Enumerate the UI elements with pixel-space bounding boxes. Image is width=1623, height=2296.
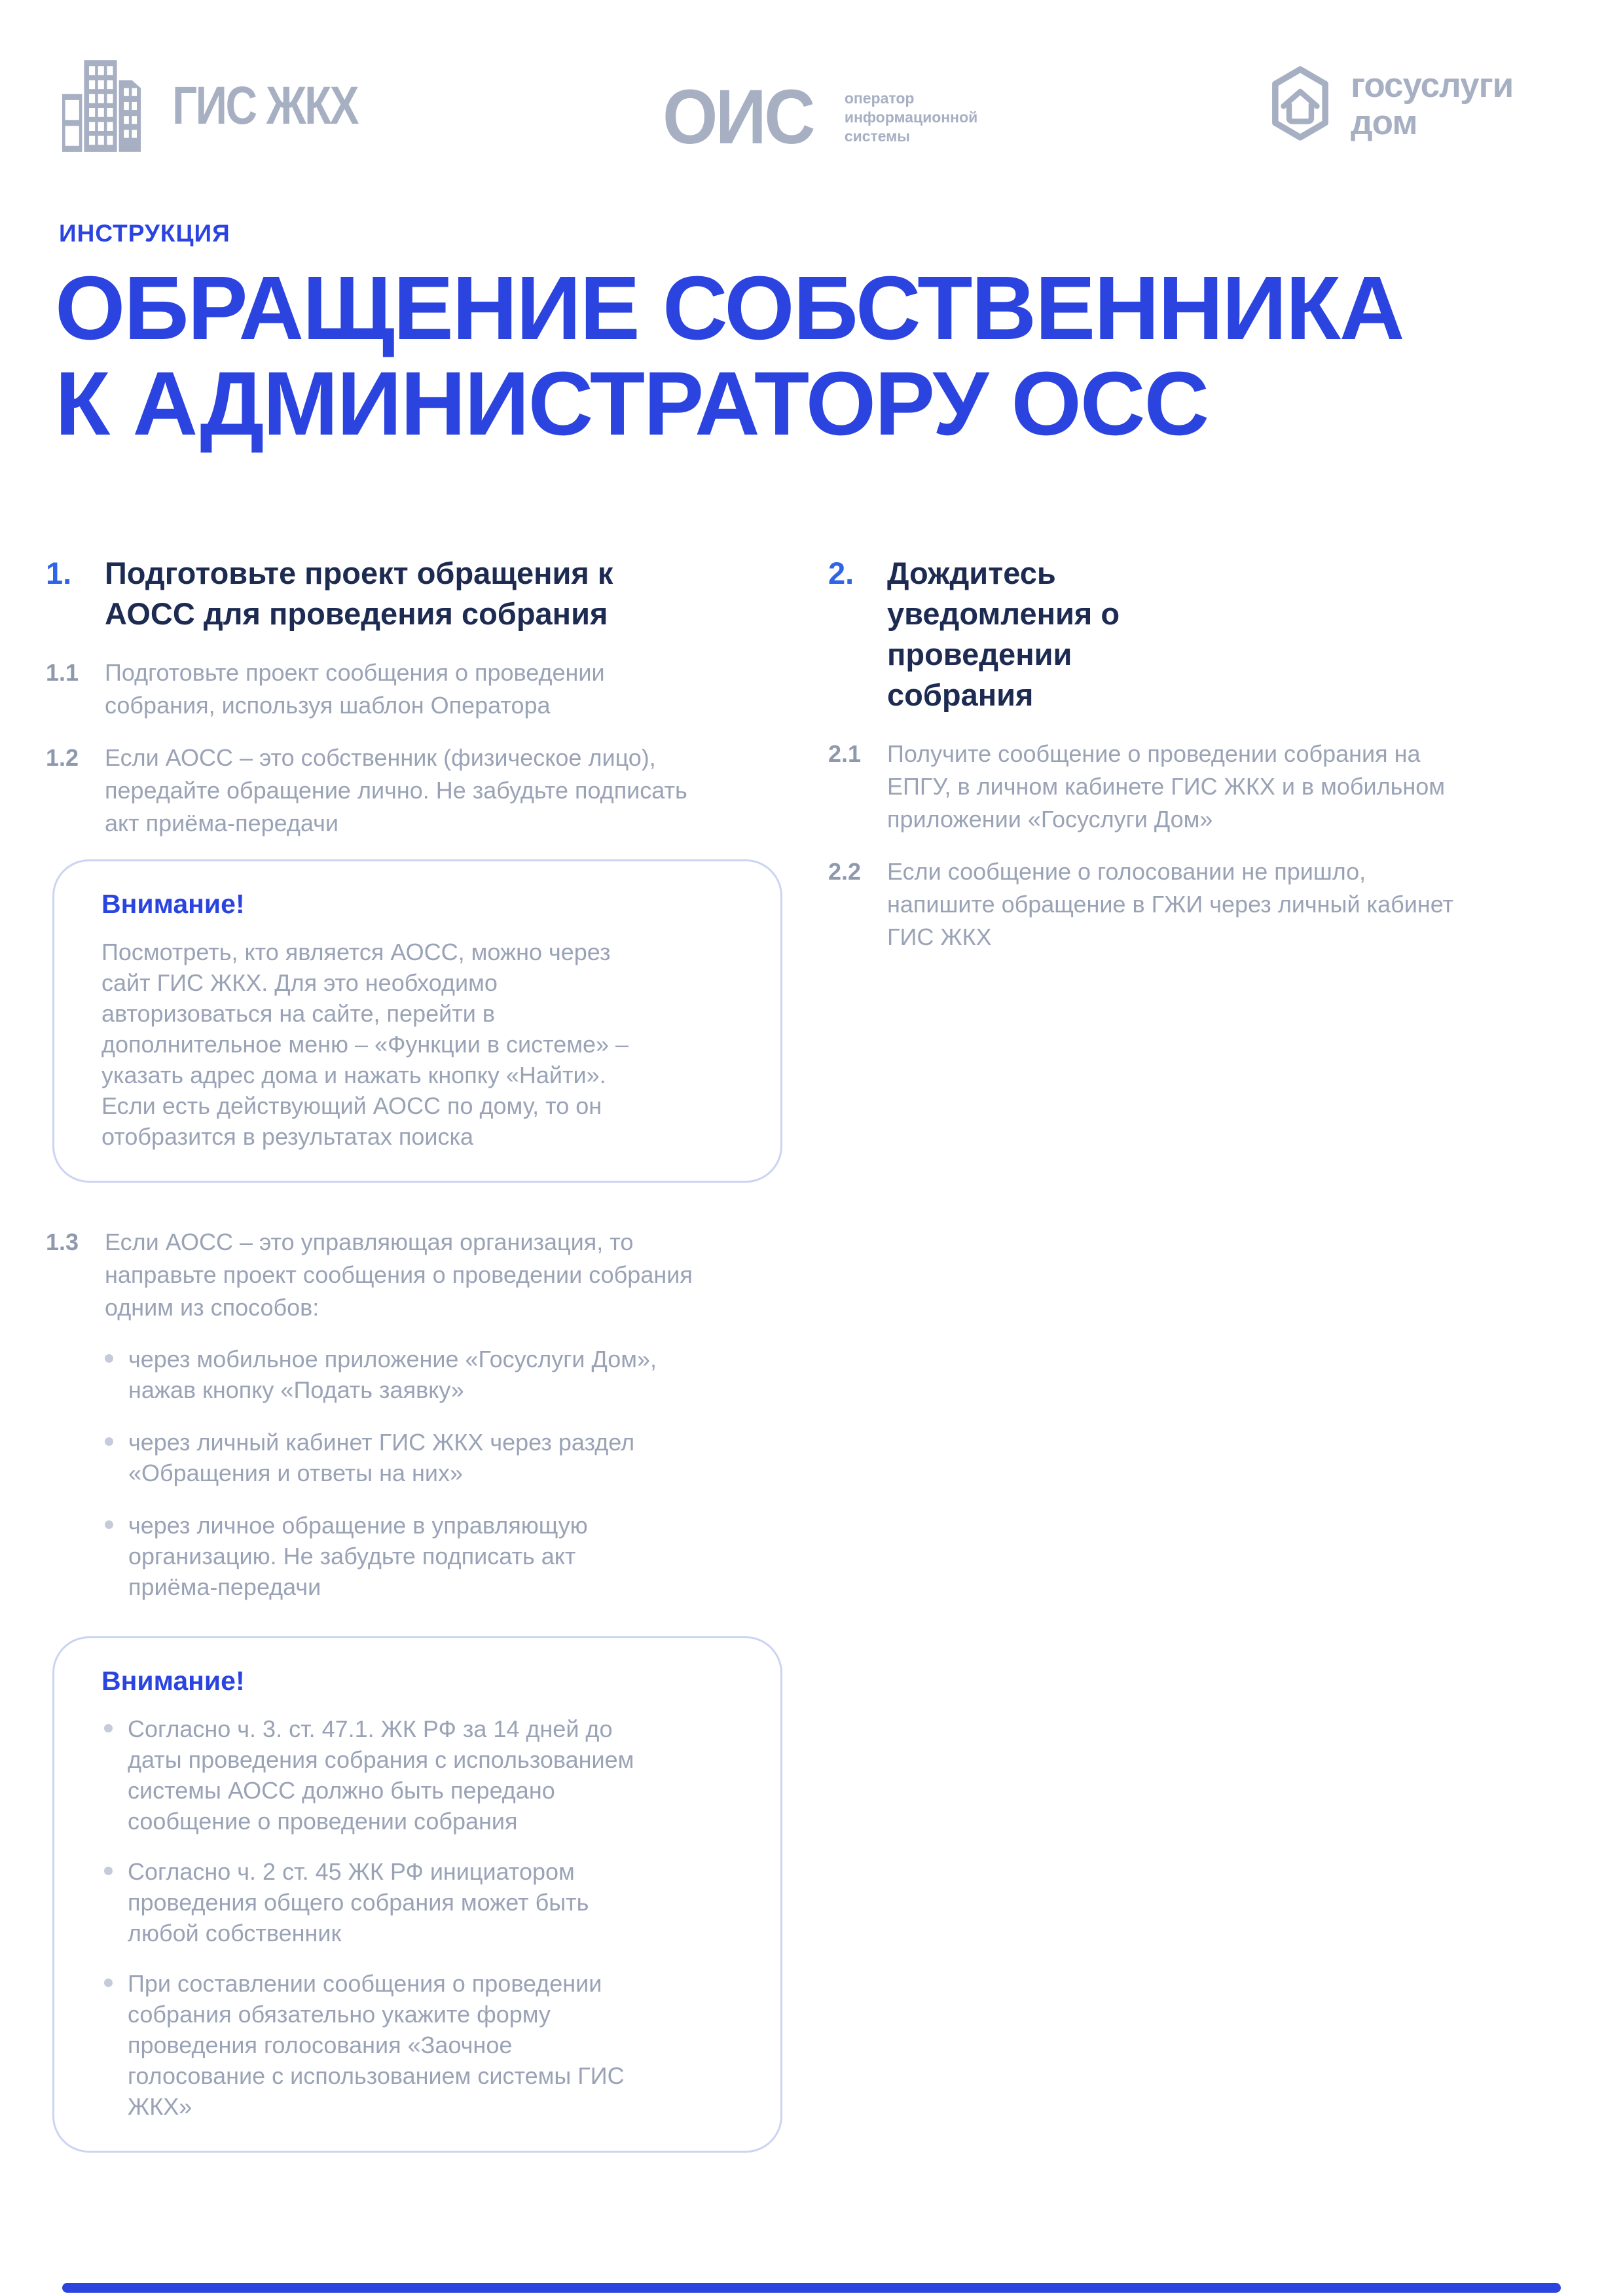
attention-title: Внимание!	[101, 889, 245, 919]
gis-zhkh-logo	[62, 60, 398, 152]
ois-logo	[663, 74, 978, 160]
ois-logo-caption	[845, 89, 977, 146]
attention-body: Посмотреть, кто является АОСС, можно через сайт ГИС ЖКХ. Для это необходимо авторизоваться на сайте, перейти в дополнительное меню – «Функции в системе» – указать адрес дома и нажать кнопку «Найти». Если есть действующий АОСС по дому, то он отобразится в результатах поиска	[101, 939, 629, 1150]
gis-zhkh-building-icon	[62, 60, 162, 152]
bullet-item: через личное обращение в управляющую организацию. Не забудьте подписать акт приёма-передачи	[102, 1510, 665, 1602]
attention-callout-1	[52, 859, 782, 1183]
ois-caption-line: системы	[844, 127, 910, 145]
gis-zhkh-logo-text: ГИС ЖКХ	[172, 76, 358, 135]
gosuslugi-dom-line: дом	[1351, 103, 1417, 142]
step-1-heading-row	[46, 553, 782, 634]
step-2-heading-row	[828, 553, 1578, 715]
step-1-heading: Подготовьте проект обращения к АОСС для проведения собрания	[105, 556, 613, 631]
attention-bullet-list	[101, 1713, 735, 2122]
item-text: Если сообщение о голосовании не пришло, напишите обращение в ГЖИ через личный кабинет ГИС ЖКХ	[887, 858, 1454, 950]
page-title	[55, 260, 1404, 452]
item-number: 1.3	[46, 1229, 79, 1255]
item-number: 1.1	[46, 659, 79, 686]
list-item	[828, 855, 1578, 954]
gosuslugi-dom-logo-text	[1351, 67, 1513, 141]
ois-caption-line: информационной	[844, 108, 978, 126]
kicker-label: ИНСТРУКЦИЯ	[59, 220, 230, 247]
step-1-number: 1.	[46, 556, 72, 590]
item-number: 2.2	[828, 858, 862, 885]
list-item	[46, 742, 782, 840]
item-text: Получите сообщение о проведении собрания на ЕПГУ, в личном кабинете ГИС ЖКХ и в мобильном приложении «Госуслуги Дом»	[887, 740, 1445, 833]
item-text: Подготовьте проект сообщения о проведении собрания, используя шаблон Оператора	[105, 659, 605, 719]
item-number: 1.2	[46, 744, 79, 771]
list-item	[828, 738, 1578, 836]
bullet-item: через личный кабинет ГИС ЖКХ через раздел «Обращения и ответы на них»	[102, 1427, 665, 1488]
item-text: Если АОСС – это управляющая организация, то направьте проект сообщения о проведении собрания одним из способов:	[105, 1229, 693, 1321]
step-1-column	[46, 553, 782, 2196]
footer-accent-bar	[62, 2283, 1561, 2293]
list-item	[46, 1226, 782, 1324]
ois-logo-text: ОИС	[663, 74, 813, 160]
page-title-line-1: ОБРАЩЕНИЕ СОБСТВЕННИКА	[55, 258, 1404, 359]
bullet-item: Согласно ч. 2 ст. 45 ЖК РФ инициатором проведения общего собрания может быть любой собственник	[101, 1856, 651, 1948]
submission-methods-list	[46, 1344, 782, 1602]
ois-caption-line: оператор	[844, 89, 915, 107]
gosuslugi-dom-line: госуслуги	[1351, 66, 1514, 105]
attention-callout-2	[52, 1636, 782, 2153]
gosuslugi-dom-house-icon	[1266, 64, 1335, 144]
content-columns	[46, 553, 1578, 2196]
item-text: Если АОСС – это собственник (физическое лицо), передайте обращение лично. Не забудьте подписать акт приёма-передачи	[105, 744, 687, 836]
bullet-item: Согласно ч. 3. ст. 47.1. ЖК РФ за 14 дней до даты проведения собрания с использованием системы АОСС должно быть передано сообщение о проведении собрания	[101, 1713, 651, 1837]
step-2-number: 2.	[828, 556, 854, 590]
bullet-item: При составлении сообщения о проведении собрания обязательно укажите форму проведения голосования «Заочное голосование с использованием системы ГИС ЖКХ»	[101, 1968, 651, 2122]
step-2-heading: Дождитесь уведомления о проведении собрания	[887, 556, 1120, 712]
gosuslugi-dom-logo	[1266, 64, 1513, 144]
page-title-line-2: К АДМИНИСТРАТОРУ ОСС	[55, 353, 1209, 454]
attention-title: Внимание!	[101, 1666, 245, 1696]
list-item	[46, 656, 782, 722]
step-2-column	[828, 553, 1578, 2196]
bullet-item: через мобильное приложение «Госуслуги Дом», нажав кнопку «Подать заявку»	[102, 1344, 665, 1405]
item-number: 2.1	[828, 740, 862, 767]
